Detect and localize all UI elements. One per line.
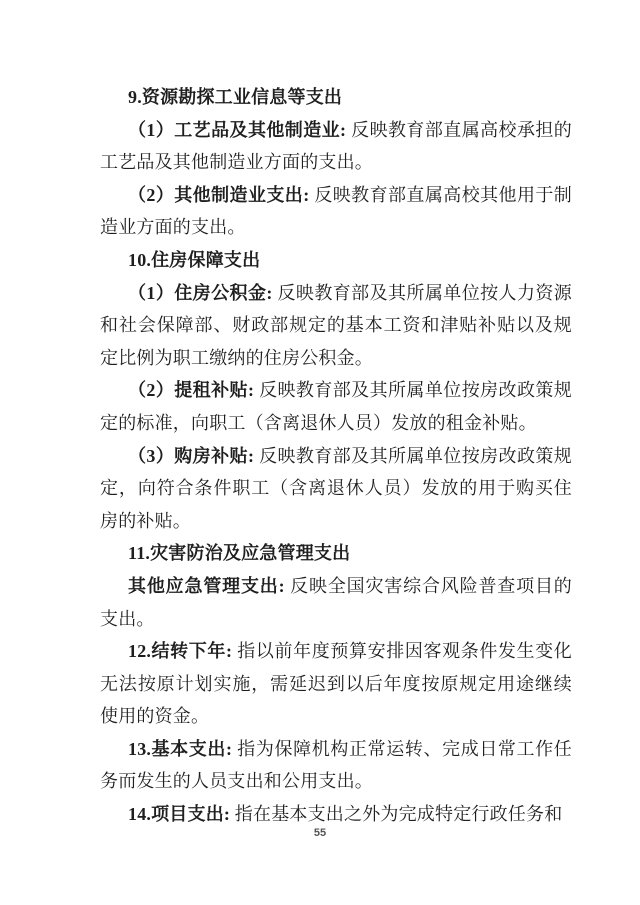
section-heading <box>100 81 572 114</box>
section-heading <box>100 537 572 570</box>
term-label: （1）住房公积金: <box>128 282 278 303</box>
paragraph <box>100 374 572 439</box>
term-label: 12.结转下年: <box>128 641 238 662</box>
page-number: 55 <box>313 827 327 839</box>
term-label: （2）提租补贴: <box>128 380 260 401</box>
paragraph <box>100 635 572 733</box>
paragraph <box>100 733 572 798</box>
term-definition: 指为保障机构正常运转、完成日常工作任务而发生的人员支出和公用支出。 <box>100 738 572 792</box>
term-label: （1）工艺品及其他制造业: <box>128 119 352 140</box>
paragraph <box>100 277 572 375</box>
term-label: 11.灾害防治及应急管理支出 <box>128 543 351 564</box>
term-label: 14.项目支出: <box>128 804 235 825</box>
document-page <box>100 81 572 831</box>
paragraph <box>100 179 572 244</box>
term-label: 10.住房保障支出 <box>128 249 261 270</box>
section-heading <box>100 244 572 277</box>
term-definition: 反映教育部直属高校承担的工艺品及其他制造业方面的支出。 <box>100 119 572 173</box>
term-label: （2）其他制造业支出: <box>128 184 315 205</box>
term-label: 9.资源勘探工业信息等支出 <box>128 87 343 107</box>
paragraph <box>100 570 572 635</box>
paragraph <box>100 114 572 179</box>
term-label: （3）购房补贴: <box>128 445 260 466</box>
term-definition: 反映教育部及其所属单位按房改政策规定的标准，向职工（含离退休人员）发放的租金补贴。 <box>100 380 572 433</box>
term-label: 13.基本支出: <box>128 738 238 759</box>
term-definition: 反映教育部及其所属单位按房改政策规定，向符合条件职工（含离退休人员）发放的用于购买住房的补贴。 <box>100 445 572 531</box>
term-label: 其他应急管理支出: <box>128 575 291 596</box>
term-definition: 反映全国灾害综合风险普查项目的支出。 <box>100 575 572 629</box>
term-definition: 指在基本支出之外为完成特定行政任务和 <box>234 804 563 825</box>
paragraph <box>100 440 572 538</box>
term-definition: 反映教育部及其所属单位按人力资源和社会保障部、财政部规定的基本工资和津贴补贴以及规定比例为职工缴纳的住房公积金。 <box>100 282 572 368</box>
term-definition: 指以前年度预算安排因客观条件发生变化无法按原计划实施，需延迟到以后年度按原规定用途继续使用的资金。 <box>100 641 572 727</box>
term-definition: 反映教育部直属高校其他用于制造业方面的支出。 <box>100 184 572 238</box>
